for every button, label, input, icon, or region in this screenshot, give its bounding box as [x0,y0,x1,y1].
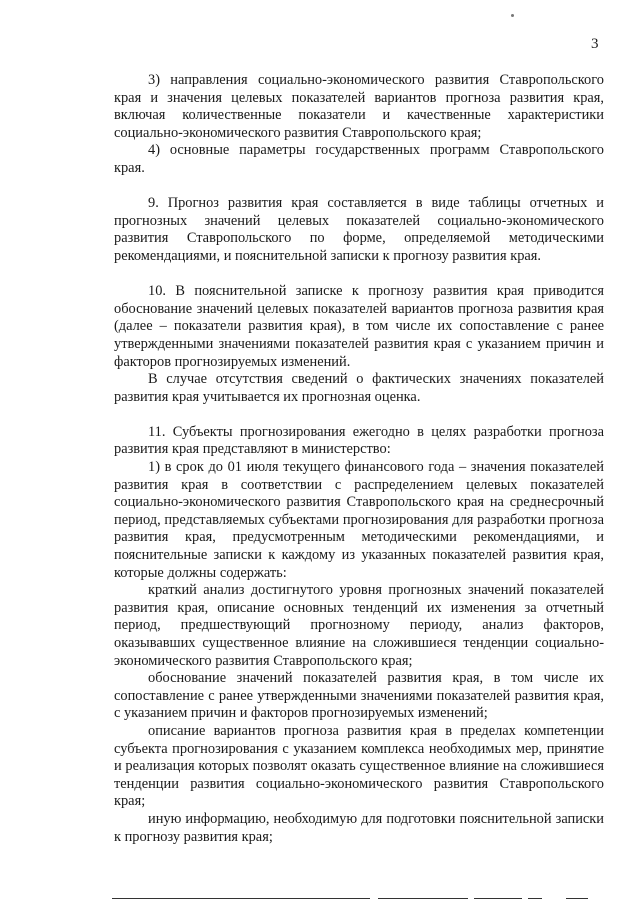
list-item-3: 3) направления социально-экономического развития Ставропольского края и значения целевых показателей вариантов прогноза развития края, включая количественные показатели и качественные характеристики социально-экономического развития Ставропольского края; [114,72,604,141]
bottom-scan-line [474,898,522,899]
requirement-justification: обоснование значений показателей развития края, в том числе их сопоставление с ранее утвержденными значениями показателей развития края, с указанием причин и факторов прогнозируемых изменений; [114,670,604,722]
page-number: 3 [591,36,599,52]
clause-10-note: В случае отсутствия сведений о фактических значениях показателей развития края учитывается их прогнозная оценка. [114,371,604,405]
clause-11: 11. Субъекты прогнозирования ежегодно в целях разработки прогноза развития края представляют в министерство: [114,423,604,458]
bottom-scan-line [528,898,542,899]
requirement-variants: описание вариантов прогноза развития края в пределах компетенции субъекта прогнозирования с указанием комплекса необходимых мер, принятие и реализация которых позволят оказать существенное влияние на сложившиеся тенденции развития социально-экономического развития Ставропольского края; [114,722,604,810]
bottom-scan-line [566,898,588,899]
scan-dot-mark [511,14,514,17]
bottom-scan-line [112,898,370,899]
clause-11-item-1: 1) в срок до 01 июля текущего финансового года – значения показателей развития края в соответствии с распределением целевых показателей социально-экономического развития Ставропольского края на среднесрочный период, представляемых субъектами прогнозирования для разработки прогноза развития края, предусмотренным методическими рекомендациями, и пояснительные записки к каждому из указанных показателей развития края, которые должны содержать: [114,459,604,581]
requirement-other-info: иную информацию, необходимую для подготовки пояснительной записки к прогнозу развития края; [114,810,604,845]
document-body [114,72,604,846]
clause-9: 9. Прогноз развития края составляется в виде таблицы отчетных и прогнозных значений целевых показателей социально-экономического развития Ставропольского по форме, определяемой методическими рекомендациями, и пояснительной записки к прогнозу развития края. [114,195,604,264]
bottom-scan-line [378,898,468,899]
requirement-analysis: краткий анализ достигнутого уровня прогнозных значений показателей развития края, описание основных тенденций их изменения за отчетный период, предшествующий прогнозному периоду, анализ факторов, оказывавших существенное влияние на сложившиеся тенденции социально-экономического развития Ставропольского края; [114,582,604,669]
list-item-4: 4) основные параметры государственных программ Ставропольского края. [114,142,604,176]
clause-10: 10. В пояснительной записке к прогнозу развития края приводится обоснование значений целевых показателей вариантов прогноза развития края (далее – показатели развития края), в том числе их сопоставление с ранее утвержденными значениями показателей развития края с указанием причин и факторов прогнозируемых изменений. [114,283,604,370]
